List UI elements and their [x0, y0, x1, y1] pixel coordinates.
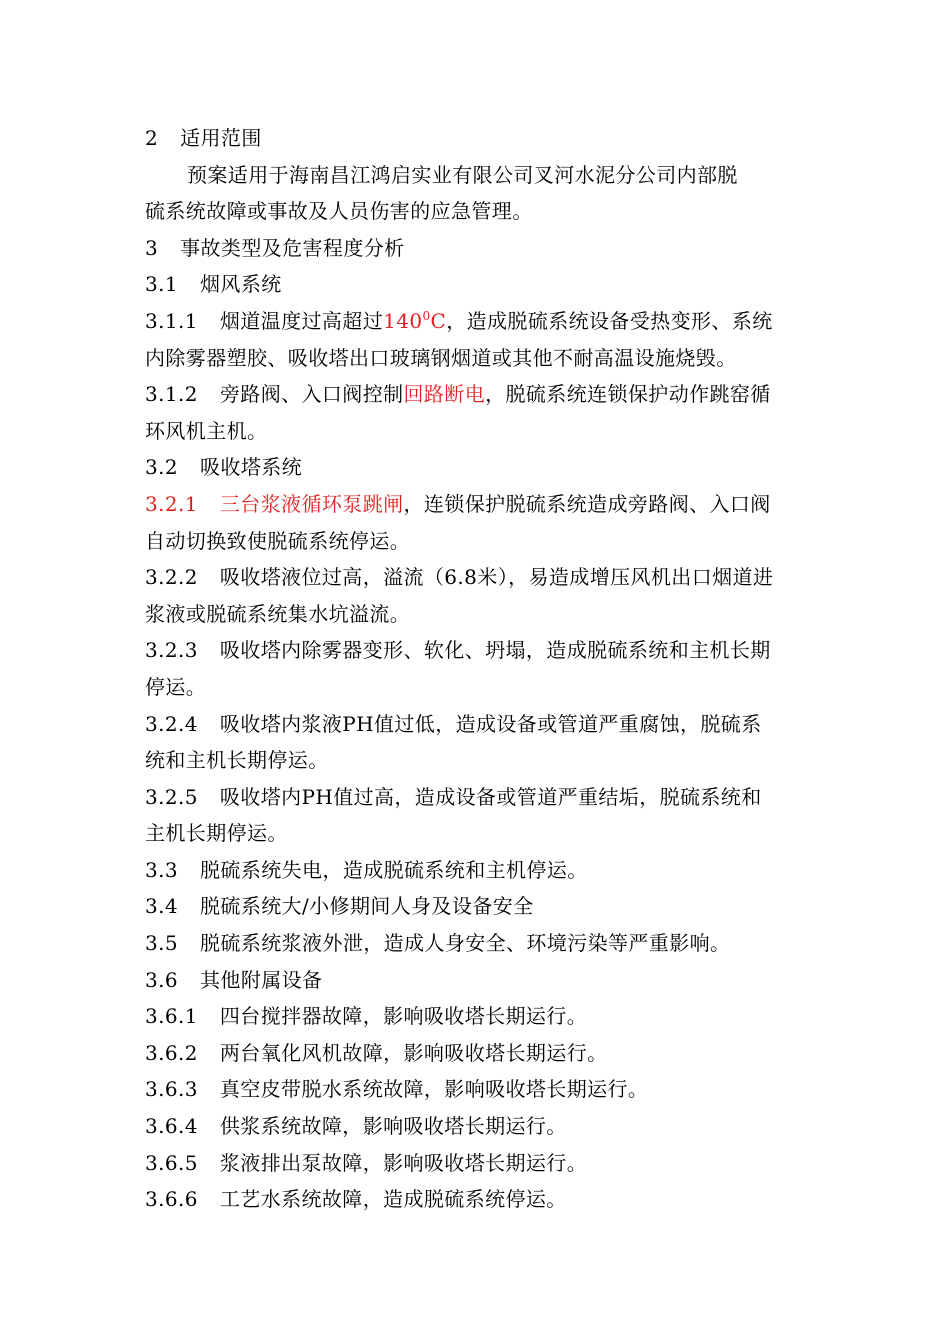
section-heading-2 — [145, 120, 810, 157]
item-text: 浆液排出泵故障，影响吸收塔长期运行。 — [219, 1150, 588, 1175]
section-number: 3.5 — [145, 931, 179, 956]
section-heading-3-4 — [145, 888, 810, 925]
section-heading-3-1 — [145, 266, 810, 303]
item-text: ，连锁保护脱硫系统造成旁路阀、入口阀 — [403, 491, 771, 516]
section-title: 吸收塔系统 — [200, 455, 303, 480]
highlight-text: 三台浆液循环泵跳闸 — [219, 491, 404, 516]
section-title: 烟风系统 — [200, 272, 282, 297]
section-number: 3.2 — [145, 455, 179, 480]
paragraph-text: 自动切换致使脱硫系统停运。 — [145, 528, 411, 553]
paragraph-text: 硫系统故障或事故及人员伤害的应急管理。 — [145, 199, 533, 224]
item-3-1-1 — [145, 303, 810, 340]
item-number: 3.6.3 — [145, 1077, 198, 1102]
section-title: 脱硫系统浆液外泄，造成人身安全、环境污染等严重影响。 — [200, 931, 731, 956]
document-body — [145, 120, 810, 1218]
paragraph-text: 统和主机长期停运。 — [145, 748, 329, 773]
item-text: 吸收塔内PH值过高，造成设备或管道严重结垢，脱硫系统和 — [219, 784, 762, 809]
item-number: 3.1.1 — [145, 308, 198, 333]
paragraph-line — [145, 193, 810, 230]
section-number: 2 — [145, 126, 159, 150]
section-title: 脱硫系统失电，造成脱硫系统和主机停运。 — [200, 857, 588, 882]
section-title: 其他附属设备 — [200, 967, 323, 992]
item-number: 3.6.1 — [145, 1004, 198, 1029]
paragraph-line — [145, 742, 810, 779]
paragraph-line — [145, 669, 810, 706]
paragraph-line — [145, 413, 810, 450]
item-3-6-2 — [145, 1035, 810, 1072]
item-text: 吸收塔内除雾器变形、软化、坍塌，造成脱硫系统和主机长期 — [219, 638, 771, 663]
item-text: 旁路阀、入口阀控制 — [219, 382, 404, 407]
item-3-2-4 — [145, 706, 810, 743]
item-text: 两台氧化风机故障，影响吸收塔长期运行。 — [219, 1040, 608, 1065]
section-heading-3-3 — [145, 852, 810, 889]
section-heading-3 — [145, 230, 810, 267]
item-text: 四台搅拌器故障，影响吸收塔长期运行。 — [219, 1004, 588, 1029]
section-number: 3.4 — [145, 894, 179, 919]
highlight-text: 回路断电 — [403, 382, 486, 407]
paragraph-text: 主机长期停运。 — [145, 821, 288, 846]
item-text: 吸收塔液位过高，溢流（6.8米），易造成增压风机出口烟道进 — [219, 565, 774, 590]
section-number: 3.3 — [145, 857, 179, 882]
section-number: 3 — [145, 235, 159, 260]
paragraph-text: 浆液或脱硫系统集水坑溢流。 — [145, 601, 411, 626]
item-3-6-4 — [145, 1108, 810, 1145]
item-number: 3.6.6 — [145, 1187, 198, 1212]
section-heading-3-2 — [145, 449, 810, 486]
paragraph-line — [145, 596, 810, 633]
paragraph-line — [145, 157, 810, 194]
item-3-2-1 — [145, 486, 810, 523]
section-title: 适用范围 — [180, 126, 262, 150]
item-3-6-6 — [145, 1181, 810, 1218]
item-number: 3.2.1 — [145, 491, 198, 516]
item-text: ，造成脱硫系统设备受热变形、系统 — [446, 308, 773, 333]
paragraph-text: 停运。 — [145, 674, 207, 699]
section-title: 脱硫系统大/小修期间人身及设备安全 — [200, 894, 534, 919]
highlight-text: 140 — [383, 308, 423, 333]
section-title: 事故类型及危害程度分析 — [180, 235, 405, 260]
superscript: 0 — [422, 308, 431, 323]
item-number: 3.2.3 — [145, 638, 198, 663]
section-number: 3.1 — [145, 272, 179, 297]
paragraph-line — [145, 815, 810, 852]
item-number: 3.1.2 — [145, 382, 198, 407]
item-text: 吸收塔内浆液PH值过低，造成设备或管道严重腐蚀，脱硫系 — [219, 711, 762, 736]
item-number: 3.2.4 — [145, 711, 198, 736]
item-3-2-2 — [145, 559, 810, 596]
paragraph-text: 预案适用于海南昌江鸿启实业有限公司叉河水泥分公司内部脱 — [187, 162, 738, 187]
item-number: 3.6.4 — [145, 1114, 198, 1139]
highlight-text: C — [430, 308, 447, 333]
paragraph-text: 内除雾器塑胶、吸收塔出口玻璃钢烟道或其他不耐高温设施烧毁。 — [145, 345, 737, 370]
item-text: 工艺水系统故障，造成脱硫系统停运。 — [219, 1187, 567, 1212]
item-3-2-3 — [145, 632, 810, 669]
item-3-2-5 — [145, 779, 810, 816]
item-number: 3.6.2 — [145, 1040, 198, 1065]
item-text: 真空皮带脱水系统故障，影响吸收塔长期运行。 — [219, 1077, 649, 1102]
item-3-6-1 — [145, 998, 810, 1035]
item-number: 3.6.5 — [145, 1150, 198, 1175]
item-number: 3.2.2 — [145, 565, 198, 590]
section-number: 3.6 — [145, 967, 179, 992]
item-3-1-2 — [145, 376, 810, 413]
item-3-6-3 — [145, 1071, 810, 1108]
item-text: ，脱硫系统连锁保护动作跳窑循 — [485, 382, 771, 407]
item-text: 烟道温度过高超过 — [219, 308, 384, 333]
item-3-6-5 — [145, 1145, 810, 1182]
item-text: 供浆系统故障，影响吸收塔长期运行。 — [219, 1114, 567, 1139]
paragraph-text: 环风机主机。 — [145, 418, 268, 443]
paragraph-line — [145, 340, 810, 377]
section-heading-3-5 — [145, 925, 810, 962]
paragraph-line — [145, 523, 810, 560]
section-heading-3-6 — [145, 962, 810, 999]
item-number: 3.2.5 — [145, 784, 198, 809]
